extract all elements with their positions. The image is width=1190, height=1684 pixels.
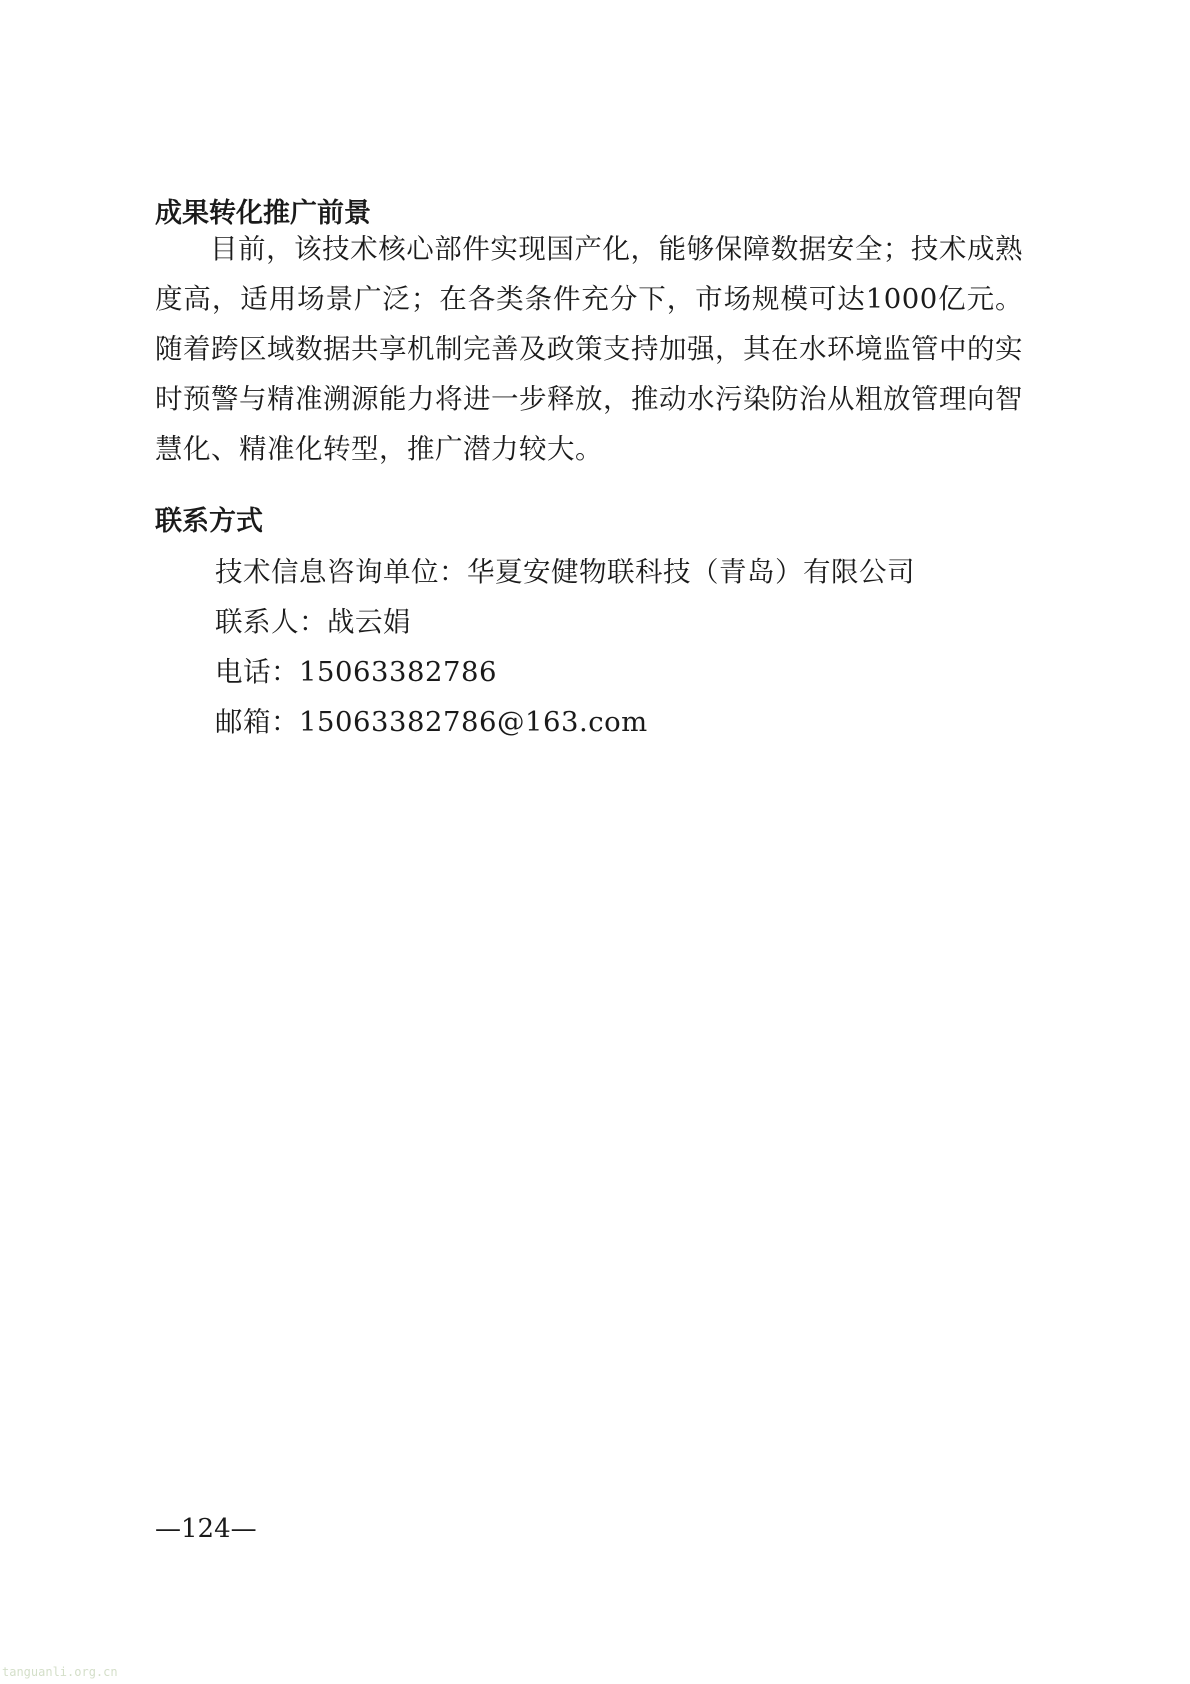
promotion-heading: 成果转化推广前景 [155, 198, 371, 229]
site-watermark: tanguanli.org.cn [2, 1665, 118, 1679]
contact-person: 联系人：战云娟 [215, 606, 411, 638]
page-number: —124— [155, 1514, 257, 1544]
contact-unit: 技术信息咨询单位：华夏安健物联科技（青岛）有限公司 [215, 556, 915, 588]
contact-phone: 电话：15063382786 [215, 656, 497, 688]
contact-email: 邮箱：15063382786@163.com [215, 706, 648, 738]
promotion-paragraph: 目前，该技术核心部件实现国产化，能够保障数据安全；技术成熟度高，适用场景广泛；在各类条件充分下，市场规模可达1000亿元。随着跨区域数据共享机制完善及政策支持加强，其在水环境监管中的实时预警与精准溯源能力将进一步释放，推动水污染防治从粗放管理向智慧化、精准化转型，推广潜力较大。 [155, 233, 1023, 465]
contact-heading: 联系方式 [155, 506, 263, 537]
